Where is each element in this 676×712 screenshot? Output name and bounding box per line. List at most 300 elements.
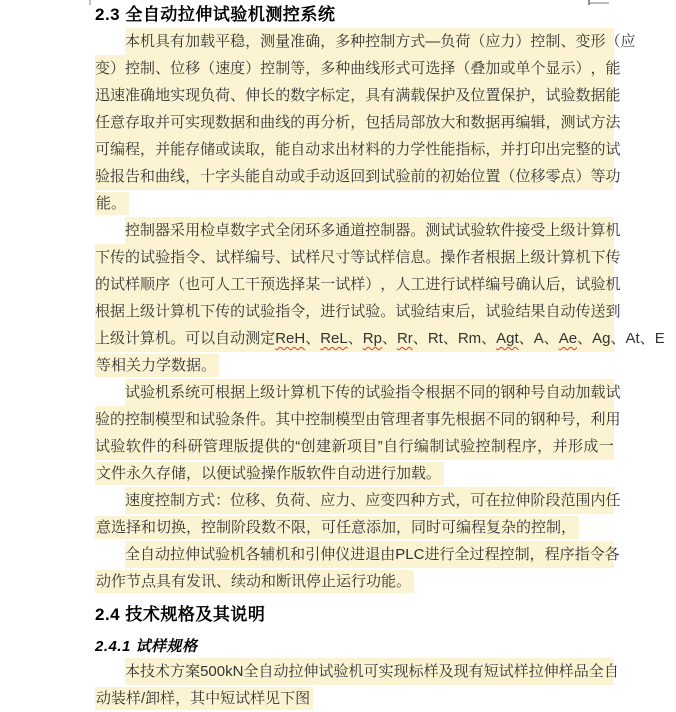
text-token: 荷 bbox=[215, 87, 231, 104]
text-token: 自 bbox=[258, 663, 274, 680]
text-token: 曲 bbox=[155, 168, 171, 185]
text-token: 软 bbox=[485, 222, 501, 239]
text-token: 机 bbox=[230, 546, 246, 563]
text-token: 操 bbox=[440, 249, 456, 266]
text-token: 能 bbox=[605, 60, 621, 77]
text-token: 息 bbox=[410, 249, 426, 266]
text-token: 据 bbox=[230, 114, 246, 131]
text-token: 完 bbox=[560, 141, 576, 158]
text-token: 试 bbox=[365, 384, 381, 401]
text-token: 可 bbox=[95, 141, 111, 158]
text-token: 术 bbox=[155, 663, 171, 680]
text-token: 能 bbox=[605, 87, 621, 104]
text-token: 验 bbox=[460, 438, 476, 455]
text-token: 一 bbox=[320, 276, 336, 293]
text-token: 线 bbox=[170, 168, 186, 185]
text-token: 件 bbox=[141, 438, 157, 455]
text-token: 试 bbox=[110, 276, 126, 293]
text-token: 理 bbox=[218, 438, 234, 455]
text-token: 力 bbox=[500, 33, 516, 50]
text-token: 出 bbox=[335, 141, 351, 158]
text-token: 曲 bbox=[350, 60, 366, 77]
text-token: 置 bbox=[485, 87, 501, 104]
text-token: 指 bbox=[170, 249, 186, 266]
text-token: 始 bbox=[455, 168, 471, 185]
text-token: 顺 bbox=[140, 276, 156, 293]
text-token: 取 bbox=[140, 114, 156, 131]
text-line bbox=[95, 379, 621, 406]
text-line bbox=[95, 244, 621, 271]
text-token: 数 bbox=[575, 87, 591, 104]
text-token: ， bbox=[530, 87, 546, 104]
text-token: 速 bbox=[215, 60, 231, 77]
text-token: 仪 bbox=[335, 546, 351, 563]
text-token: 计 bbox=[275, 384, 291, 401]
text-token: （ bbox=[500, 168, 516, 185]
text-token: 算 bbox=[290, 384, 306, 401]
text-token: 字 bbox=[215, 168, 231, 185]
text-token: 伸 bbox=[303, 663, 319, 680]
text-token: 放 bbox=[425, 114, 441, 131]
text-token: 控 bbox=[305, 411, 321, 428]
text-token: 点 bbox=[560, 168, 576, 185]
text-token: 令 bbox=[410, 384, 426, 401]
text-token: 验 bbox=[95, 411, 111, 428]
text-token: 验 bbox=[260, 303, 276, 320]
text-token: 传 bbox=[605, 249, 621, 266]
text-token: 种 bbox=[515, 384, 531, 401]
text-token: 不 bbox=[485, 411, 501, 428]
text-token: 新 bbox=[331, 438, 347, 455]
text-token: 下 bbox=[95, 249, 111, 266]
text-token: 同 bbox=[500, 411, 516, 428]
text-token: 形 bbox=[380, 60, 396, 77]
text-token: 案 bbox=[185, 663, 201, 680]
text-token: 内 bbox=[590, 492, 606, 509]
text-token: 自 bbox=[545, 384, 561, 401]
text-token: 的 bbox=[279, 438, 295, 455]
text-token: 令 bbox=[185, 249, 201, 266]
text-token: 现 bbox=[393, 663, 409, 680]
text-token: 机 bbox=[305, 384, 321, 401]
text-token: 机 bbox=[348, 663, 364, 680]
text-token: 程 bbox=[506, 438, 522, 455]
section-heading-2-3: 2.3 全自动拉伸试验机测控系统 bbox=[95, 5, 336, 24]
text-token: 多 bbox=[320, 60, 336, 77]
text-token: 令 bbox=[290, 303, 306, 320]
text-token: 拉 bbox=[528, 663, 544, 680]
text-token: 方 bbox=[185, 492, 201, 509]
text-token: 上 bbox=[515, 249, 531, 266]
text-token: ， bbox=[350, 87, 366, 104]
text-token: 自 bbox=[215, 330, 231, 347]
text-token: 、 bbox=[543, 330, 559, 347]
text-token: 各 bbox=[604, 546, 620, 563]
text-token: 等相关力学数据。 bbox=[96, 357, 217, 374]
text-line bbox=[95, 433, 614, 460]
text-token: 单 bbox=[515, 60, 531, 77]
text-token: 、 bbox=[481, 330, 497, 347]
text-token: 程 bbox=[544, 546, 560, 563]
text-token: 十 bbox=[200, 168, 216, 185]
spellcheck-token: Ae bbox=[558, 330, 578, 347]
text-token: 。 bbox=[260, 411, 276, 428]
text-token: 确 bbox=[305, 33, 321, 50]
text-token: E bbox=[654, 330, 665, 347]
text-token: 辅 bbox=[260, 546, 276, 563]
text-token: 的 bbox=[95, 276, 111, 293]
text-token: 程 bbox=[125, 141, 141, 158]
text-token: 制 bbox=[545, 33, 561, 50]
text-token: 。 bbox=[380, 303, 396, 320]
text-token: 试 bbox=[498, 663, 514, 680]
text-token: 工 bbox=[230, 276, 246, 293]
text-token: 平 bbox=[215, 33, 231, 50]
text-token: 制 bbox=[380, 33, 396, 50]
text-token: 号 bbox=[500, 276, 516, 293]
text-token: 地 bbox=[155, 87, 171, 104]
text-token: 动 bbox=[230, 330, 246, 347]
text-token: 钢 bbox=[530, 411, 546, 428]
text-token: 可 bbox=[170, 114, 186, 131]
text-token: 试 bbox=[545, 87, 561, 104]
text-token: 试 bbox=[215, 249, 231, 266]
text-token: 稳 bbox=[230, 33, 246, 50]
text-token: 控 bbox=[155, 492, 171, 509]
text-token: 测 bbox=[245, 330, 261, 347]
text-line bbox=[95, 460, 614, 487]
text-token: 指 bbox=[455, 141, 471, 158]
text-token: 环 bbox=[305, 222, 321, 239]
text-token: 初 bbox=[440, 168, 456, 185]
text-token: 数 bbox=[215, 114, 231, 131]
text-token: 本 bbox=[125, 33, 141, 50]
text-token: 局 bbox=[395, 114, 411, 131]
text-token: 样 bbox=[513, 663, 529, 680]
text-token: 据 bbox=[470, 411, 486, 428]
text-token: 能 bbox=[440, 141, 456, 158]
text-token: 自 bbox=[383, 438, 399, 455]
text-token: 速 bbox=[110, 87, 126, 104]
text-token: 数 bbox=[290, 87, 306, 104]
text-token: 应 bbox=[365, 492, 381, 509]
text-token: 验 bbox=[470, 222, 486, 239]
text-token: 变 bbox=[575, 33, 591, 50]
text-token: 测 bbox=[260, 33, 276, 50]
text-token: 材 bbox=[350, 141, 366, 158]
text-token: ， bbox=[185, 168, 201, 185]
text-token: 能 bbox=[275, 141, 291, 158]
text-line bbox=[95, 109, 621, 136]
text-token: 、 bbox=[560, 33, 576, 50]
text-token: 并 bbox=[552, 438, 568, 455]
text-token: 供 bbox=[264, 438, 280, 455]
text-token: 上 bbox=[245, 384, 261, 401]
text-token: 形 bbox=[590, 33, 606, 50]
text-token: 据 bbox=[485, 114, 501, 131]
text-token: 算 bbox=[560, 249, 576, 266]
text-token: 荷 bbox=[455, 33, 471, 50]
text-token: 的 bbox=[515, 411, 531, 428]
text-token: 样 bbox=[350, 276, 366, 293]
text-token: 样 bbox=[305, 249, 321, 266]
text-token: 卓 bbox=[215, 222, 231, 239]
text-token: 试 bbox=[318, 663, 334, 680]
text-token: 测 bbox=[560, 114, 576, 131]
text-token: 器 bbox=[155, 222, 171, 239]
text-line bbox=[95, 163, 621, 190]
text-token: 标 bbox=[408, 663, 424, 680]
text-token: 计 bbox=[155, 303, 171, 320]
text-token: 系 bbox=[170, 384, 186, 401]
text-token: 存 bbox=[185, 141, 201, 158]
text-token: 一 bbox=[598, 438, 614, 455]
text-token: 短 bbox=[483, 663, 499, 680]
text-token: 引 bbox=[305, 546, 321, 563]
text-token: 任 bbox=[605, 492, 621, 509]
text-token: 据 bbox=[440, 384, 456, 401]
text-token: 数 bbox=[470, 114, 486, 131]
text-token: 制 bbox=[140, 60, 156, 77]
text-token: 级 bbox=[530, 249, 546, 266]
text-token: 号 bbox=[260, 249, 276, 266]
text-token: （ bbox=[455, 60, 471, 77]
text-token: 载 bbox=[410, 87, 426, 104]
text-token: 级 bbox=[560, 222, 576, 239]
text-token: ， bbox=[380, 276, 396, 293]
text-token: 后 bbox=[455, 303, 471, 320]
text-token: 取 bbox=[245, 141, 261, 158]
text-token: 定 bbox=[335, 87, 351, 104]
text-token: ， bbox=[245, 33, 261, 50]
text-token: 、 bbox=[381, 330, 397, 347]
text-token: 制 bbox=[275, 60, 291, 77]
text-token: 验 bbox=[380, 384, 396, 401]
text-line bbox=[95, 217, 621, 244]
text-token: 动 bbox=[320, 168, 336, 185]
text-token: 方 bbox=[395, 33, 411, 50]
text-token: 道 bbox=[350, 222, 366, 239]
text-token: 有 bbox=[468, 663, 484, 680]
text-token: 、 bbox=[412, 330, 428, 347]
text-token: 意 bbox=[110, 114, 126, 131]
text-token: 验 bbox=[560, 87, 576, 104]
document-content bbox=[95, 0, 665, 712]
text-token: 拉 bbox=[500, 492, 516, 509]
text-token: 性 bbox=[425, 141, 441, 158]
text-token: ） bbox=[110, 60, 126, 77]
text-token: ， bbox=[260, 141, 276, 158]
text-token: 由 bbox=[365, 411, 381, 428]
text-token: 个 bbox=[530, 60, 546, 77]
text-token: 、 bbox=[200, 249, 216, 266]
section-heading-2-4-1: 2.4.1 试样规格 bbox=[95, 638, 198, 655]
text-token: 标 bbox=[470, 141, 486, 158]
text-token: 机 bbox=[155, 384, 171, 401]
text-token: 、 bbox=[305, 330, 321, 347]
text-token: 载 bbox=[200, 33, 216, 50]
text-token: 验 bbox=[500, 303, 516, 320]
text-token: 动 bbox=[305, 141, 321, 158]
text-token: A bbox=[533, 330, 544, 347]
text-token: 算 bbox=[140, 330, 156, 347]
text-token: 告 bbox=[125, 168, 141, 185]
text-token: 样 bbox=[423, 663, 439, 680]
text-token: 载 bbox=[590, 384, 606, 401]
text-token: 试 bbox=[455, 222, 471, 239]
text-token: 信 bbox=[395, 249, 411, 266]
text-token: 验 bbox=[140, 384, 156, 401]
text-token: 品 bbox=[573, 663, 589, 680]
text-token: 控 bbox=[125, 411, 141, 428]
text-token: 的 bbox=[380, 141, 396, 158]
text-token: 其 bbox=[275, 411, 291, 428]
text-token: 包 bbox=[365, 114, 381, 131]
highlighted-text bbox=[95, 516, 579, 539]
text-token: 并 bbox=[155, 114, 171, 131]
text-token: 种 bbox=[545, 411, 561, 428]
text-token: 预 bbox=[260, 276, 276, 293]
text-token: 级 bbox=[110, 330, 126, 347]
text-token: 并 bbox=[500, 141, 516, 158]
text-token: 置 bbox=[485, 168, 501, 185]
text-token: “ bbox=[295, 438, 301, 455]
text-token: 的 bbox=[275, 87, 291, 104]
text-token: 试 bbox=[605, 141, 621, 158]
text-token: 下 bbox=[590, 249, 606, 266]
text-token: 任 bbox=[95, 114, 111, 131]
text-token: 或 bbox=[290, 168, 306, 185]
text-token: ， bbox=[575, 411, 591, 428]
text-token: 种 bbox=[350, 33, 366, 50]
text-token: 者 bbox=[470, 249, 486, 266]
text-token: 模 bbox=[155, 411, 171, 428]
text-token: 编 bbox=[110, 141, 126, 158]
text-token: 的 bbox=[350, 384, 366, 401]
text-token: 样 bbox=[380, 249, 396, 266]
text-token: 验 bbox=[410, 303, 426, 320]
text-token: 及 bbox=[455, 87, 471, 104]
text-token: 据 bbox=[230, 384, 246, 401]
text-token: 样 bbox=[558, 663, 574, 680]
text-token: 级 bbox=[260, 384, 276, 401]
text-token: 验 bbox=[155, 249, 171, 266]
text-token: 伸 bbox=[185, 546, 201, 563]
text-line bbox=[95, 568, 614, 595]
text-token: 头 bbox=[230, 168, 246, 185]
text-token: 伸 bbox=[320, 546, 336, 563]
text-token: 满 bbox=[395, 87, 411, 104]
text-token: 尺 bbox=[320, 249, 336, 266]
text-token: 试 bbox=[485, 303, 501, 320]
text-token: （ bbox=[200, 60, 216, 77]
text-token: 试 bbox=[350, 303, 366, 320]
text-token: 动装样/卸样，其中短试样见下图 bbox=[96, 690, 311, 707]
text-token: 版 bbox=[233, 438, 249, 455]
text-token: 用 bbox=[605, 411, 621, 428]
text-token: 上 bbox=[545, 222, 561, 239]
text-token: 和 bbox=[140, 168, 156, 185]
text-token: 制 bbox=[380, 222, 396, 239]
text-token: 统 bbox=[185, 384, 201, 401]
text-token: 字 bbox=[305, 87, 321, 104]
text-token: 、 bbox=[275, 249, 291, 266]
text-token: 保 bbox=[425, 87, 441, 104]
text-token: 料 bbox=[365, 141, 381, 158]
text-token: 验 bbox=[333, 663, 349, 680]
text-token: 伸 bbox=[543, 663, 559, 680]
text-token: 试 bbox=[125, 384, 141, 401]
text-token: 位 bbox=[470, 87, 486, 104]
text-token: 控 bbox=[475, 438, 491, 455]
text-token: 拉 bbox=[170, 546, 186, 563]
text-token: 号 bbox=[530, 384, 546, 401]
text-token: 的 bbox=[590, 141, 606, 158]
text-token: 同 bbox=[470, 384, 486, 401]
text-token: ” bbox=[377, 438, 383, 455]
text-token: 试 bbox=[200, 411, 216, 428]
text-token: 钢 bbox=[500, 384, 516, 401]
text-token: 自 bbox=[260, 168, 276, 185]
text-line bbox=[95, 298, 621, 325]
text-token: 据 bbox=[500, 249, 516, 266]
text-token: 长 bbox=[260, 87, 276, 104]
text-token: 返 bbox=[335, 168, 351, 185]
text-token: 进 bbox=[425, 276, 441, 293]
text-token: 可 bbox=[410, 60, 426, 77]
text-token: 以 bbox=[200, 330, 216, 347]
text-token: 力 bbox=[395, 141, 411, 158]
text-token: 移 bbox=[185, 60, 201, 77]
text-token: 实 bbox=[185, 114, 201, 131]
text-token: 的 bbox=[125, 249, 141, 266]
text-token: 试 bbox=[95, 438, 111, 455]
text-token: 求 bbox=[320, 141, 336, 158]
text-token: 标 bbox=[320, 87, 336, 104]
text-token: 全 bbox=[275, 222, 291, 239]
text-token: 计 bbox=[545, 249, 561, 266]
text-token: 动 bbox=[155, 546, 171, 563]
text-token: 和 bbox=[245, 114, 261, 131]
text-token: 应 bbox=[485, 33, 501, 50]
text-token: 验 bbox=[215, 411, 231, 428]
text-token: 负 bbox=[440, 33, 456, 50]
text-token: 度 bbox=[230, 60, 246, 77]
text-token: ， bbox=[470, 303, 486, 320]
spellcheck-token: Agt bbox=[496, 330, 519, 347]
text-token: 500kN bbox=[200, 663, 244, 680]
text-token: 试 bbox=[200, 546, 216, 563]
text-token: 。 bbox=[425, 249, 441, 266]
spellcheck-token: Rp bbox=[362, 330, 382, 347]
text-token: 报 bbox=[110, 168, 126, 185]
text-token: 传 bbox=[335, 384, 351, 401]
text-token: 验 bbox=[215, 546, 231, 563]
text-token: 加 bbox=[485, 60, 501, 77]
text-token: ） bbox=[575, 60, 591, 77]
text-token: 多 bbox=[320, 222, 336, 239]
text-token: 技 bbox=[140, 663, 156, 680]
text-token: 速 bbox=[125, 492, 141, 509]
text-token: 作 bbox=[455, 249, 471, 266]
text-token: 全 bbox=[588, 663, 604, 680]
text-token: 量 bbox=[275, 33, 291, 50]
text-token: 据 bbox=[110, 303, 126, 320]
text-token: 传 bbox=[575, 303, 591, 320]
text-token: 力 bbox=[335, 492, 351, 509]
text-token: 前 bbox=[410, 168, 426, 185]
text-token: PLC bbox=[395, 546, 425, 563]
